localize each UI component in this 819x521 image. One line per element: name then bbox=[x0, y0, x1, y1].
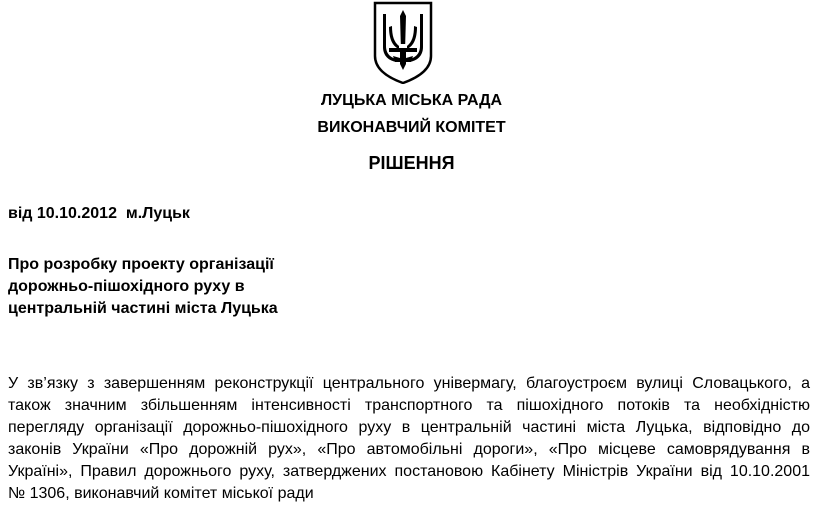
committee-title: ВИКОНАВЧИЙ КОМІТЕТ bbox=[317, 119, 506, 136]
subject-line: центральній частині міста Луцька bbox=[8, 300, 278, 317]
subject-line: Про розробку проекту організації bbox=[8, 256, 274, 273]
paragraph-line: законів України «Про дорожній рух», «Про автомобільні дороги», «Про місцеве самоврядування в bbox=[8, 441, 810, 458]
date-and-city: від 10.10.2012 м.Луцьк bbox=[8, 205, 190, 222]
paragraph-line: перегляду організації дорожньо-пішохідного руху в центральній частині міста Луцька, відповідно до bbox=[8, 419, 810, 436]
preamble-paragraph bbox=[8, 373, 810, 505]
paragraph-line: № 1306, виконавчий комітет міської ради bbox=[8, 485, 314, 502]
decision-subject bbox=[8, 254, 278, 320]
paragraph-line: також значним збільшенням інтенсивності транспортного та пішохідного потоків та необхідністю bbox=[8, 397, 810, 414]
council-title: ЛУЦЬКА МІСЬКА РАДА bbox=[320, 92, 503, 109]
paragraph-line: У зв’язку з завершенням реконструкції центрального універмагу, благоустроєм вулиці Словацького, а bbox=[8, 375, 810, 392]
document-type-title: РІШЕННЯ bbox=[368, 153, 455, 173]
subject-line: дорожньо-пішохідного руху в bbox=[8, 278, 245, 295]
trident-coat-of-arms-icon bbox=[371, 0, 435, 84]
paragraph-line: Україні», Правил дорожнього руху, затверджених постановою Кабінету Міністрів України від 10.10.2001 bbox=[8, 463, 810, 480]
